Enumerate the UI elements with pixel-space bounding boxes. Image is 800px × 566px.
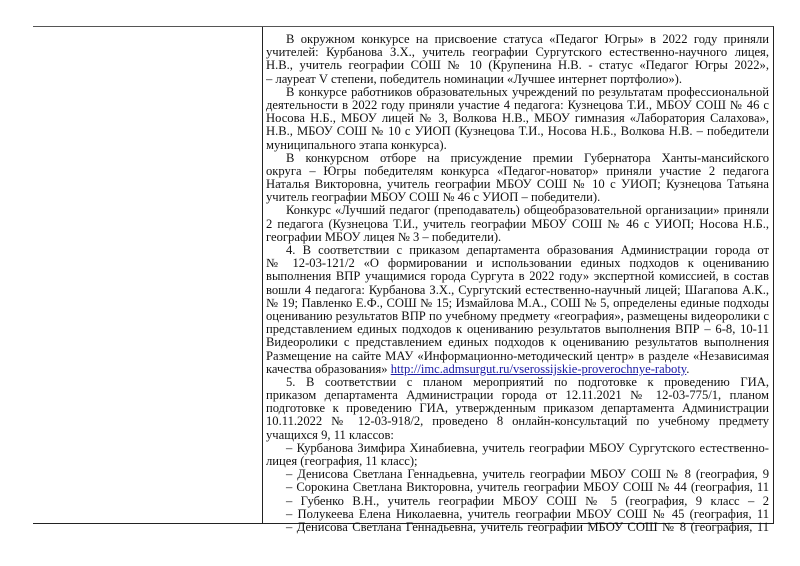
text-line-with-link [266, 363, 769, 376]
text-line: В окружном конкурсе на присвоение статуса «Педагог Югры» в 2022 году приняли [286, 33, 769, 46]
text-line: – Денисова Светлана Геннадьевна, учитель географии МБОУ СОШ № 8 (география, 9 [286, 468, 769, 482]
text-line: оцениванию результатов ВПР по учебному предмету «география», размещены видеоролики с [266, 309, 769, 323]
table-cell-content [266, 33, 769, 534]
text-line: округа – Югры победителям конкурса «Педагог-новатор» приняли участие 2 педагога [266, 164, 769, 178]
text-line: Н.В., учитель географии СОШ № 10 (Крупенина Н.В. - статус «Педагог Югры 2022», [266, 59, 769, 73]
text-line: – Сорокина Светлана Викторовна, учитель географии МБОУ СОШ № 44 (география, 11 [286, 481, 769, 495]
paragraph [266, 508, 769, 521]
table-cell-left [33, 27, 263, 523]
text-line: № 12-03-121/2 «О формировании и использовании единых подходов к оцениванию [266, 257, 769, 271]
text-line: – Курбанова Зимфира Хинабиевна, учитель географии МБОУ Сургутского естественно- [286, 441, 769, 455]
text-line: географии МБОУ лицея № 3 – победители). [266, 230, 502, 244]
paragraph [266, 521, 769, 534]
paragraph [266, 468, 769, 481]
imc-website-link[interactable]: http://imc.admsurgut.ru/vserossijskie-proverochnye-raboty [390, 362, 687, 376]
text-line: – Денисова Светлана Геннадьевна, учитель географии МБОУ СОШ № 8 (география, 11 [286, 520, 769, 534]
text-line: 5. В соответствии с планом мероприятий по подготовке к проведению ГИА, [286, 375, 769, 389]
link-prefix: качества образования» [266, 362, 391, 376]
text-line: учитель географии МБОУ СОШ № 46 с УИОП – победители). [266, 191, 601, 205]
text-line: № 19; Павленко Е.Ф., СОШ № 15; Измайлова М.А., СОШ № 5, определены единые подходы [266, 296, 769, 310]
text-line: В конкурсном отборе на присуждение премии Губернатора Ханты-мансийского [286, 151, 769, 165]
document-table [33, 26, 774, 534]
text-line: приказом департамента Администрации города от 12.11.2021 № 12-03-775/1, планом [266, 389, 769, 403]
text-line: подготовке к проведению ГИА, утвержденным приказом департамента Администрации [266, 402, 769, 416]
text-line: учителей: Курбанова З.Х., учитель географии Сургутского естественно-научного лицея, [266, 46, 769, 60]
text-line: 4. В соответствии с приказом департамента образования Администрации города от [286, 244, 769, 257]
text-line: представлением единых подходов к оцениванию результатов выполнения ВПР – 6-8, 10-11 [266, 323, 769, 337]
paragraph [266, 495, 769, 508]
text-line: вошли 4 педагога: Курбанова З.Х., Сургутский естественно-научный лицей; Шагапова А.К., [266, 283, 769, 297]
text-line: лицея (география, 11 класс); [266, 455, 418, 468]
text-line: муниципального этапа конкурса). [266, 138, 447, 152]
text-line: Наталья Викторовна, учитель географии МБОУ СОШ № 10 с УИОП; Кузнецова Татьяна [266, 178, 769, 192]
text-line: Видеоролики с представлением единых подходов к оцениванию результатов выполнения [266, 336, 769, 350]
text-line: 2 педагога (Кузнецова Т.И., учитель географии МБОУ СОШ № 46 с УИОП; Носова Н.Б., [266, 217, 769, 231]
paragraph [266, 376, 769, 442]
paragraph [266, 244, 769, 376]
text-line: 10.11.2022 № 12-03-918/2, проведено 8 онлайн-консультаций по учебному предмету [266, 415, 769, 429]
text-line: выполнения ВПР учащимися города Сургута в 2022 году» экспертной комиссией, в состав [266, 270, 769, 284]
text-line: учащихся 9, 11 классов: [266, 428, 394, 442]
text-line: Конкурс «Лучший педагог (преподаватель) общеобразовательной организации» приняли [286, 204, 769, 218]
text-line: Носова Н.Б., МБОУ лицей № 3, Волкова Н.В., МБОУ гимназия «Лаборатория Салахова», [266, 112, 769, 126]
paragraph [266, 152, 769, 205]
text-line: – лауреат V степени, победитель номинации «Лучшее интернет портфолио»). [266, 72, 683, 86]
text-line: – Губенко В.Н., учитель географии МБОУ СОШ № 5 (география, 9 класс – 2 [286, 494, 769, 508]
paragraph [266, 442, 769, 468]
link-suffix: . [686, 362, 690, 376]
paragraph [266, 481, 769, 494]
paragraph [266, 86, 769, 152]
text-line: Н.В., МБОУ СОШ № 10 с УИОП (Кузнецова Т.И., Носова Н.Б., Волкова Н.В. – победители [266, 125, 769, 139]
text-line: – Полукеева Елена Николаевна, учитель географии МБОУ СОШ № 45 (география, 11 [286, 507, 769, 521]
text-line: В конкурсе работников образовательных учреждений по результатам профессиональной [286, 85, 769, 99]
text-line: Размещение на сайте МАУ «Информационно-методический центр» в разделе «Независимая [266, 349, 769, 363]
paragraph [266, 204, 769, 244]
text-line: деятельности в 2022 году приняли участие 4 педагога: Кузнецова Т.И., МБОУ СОШ № 46 с [266, 98, 769, 112]
paragraph [266, 33, 769, 86]
